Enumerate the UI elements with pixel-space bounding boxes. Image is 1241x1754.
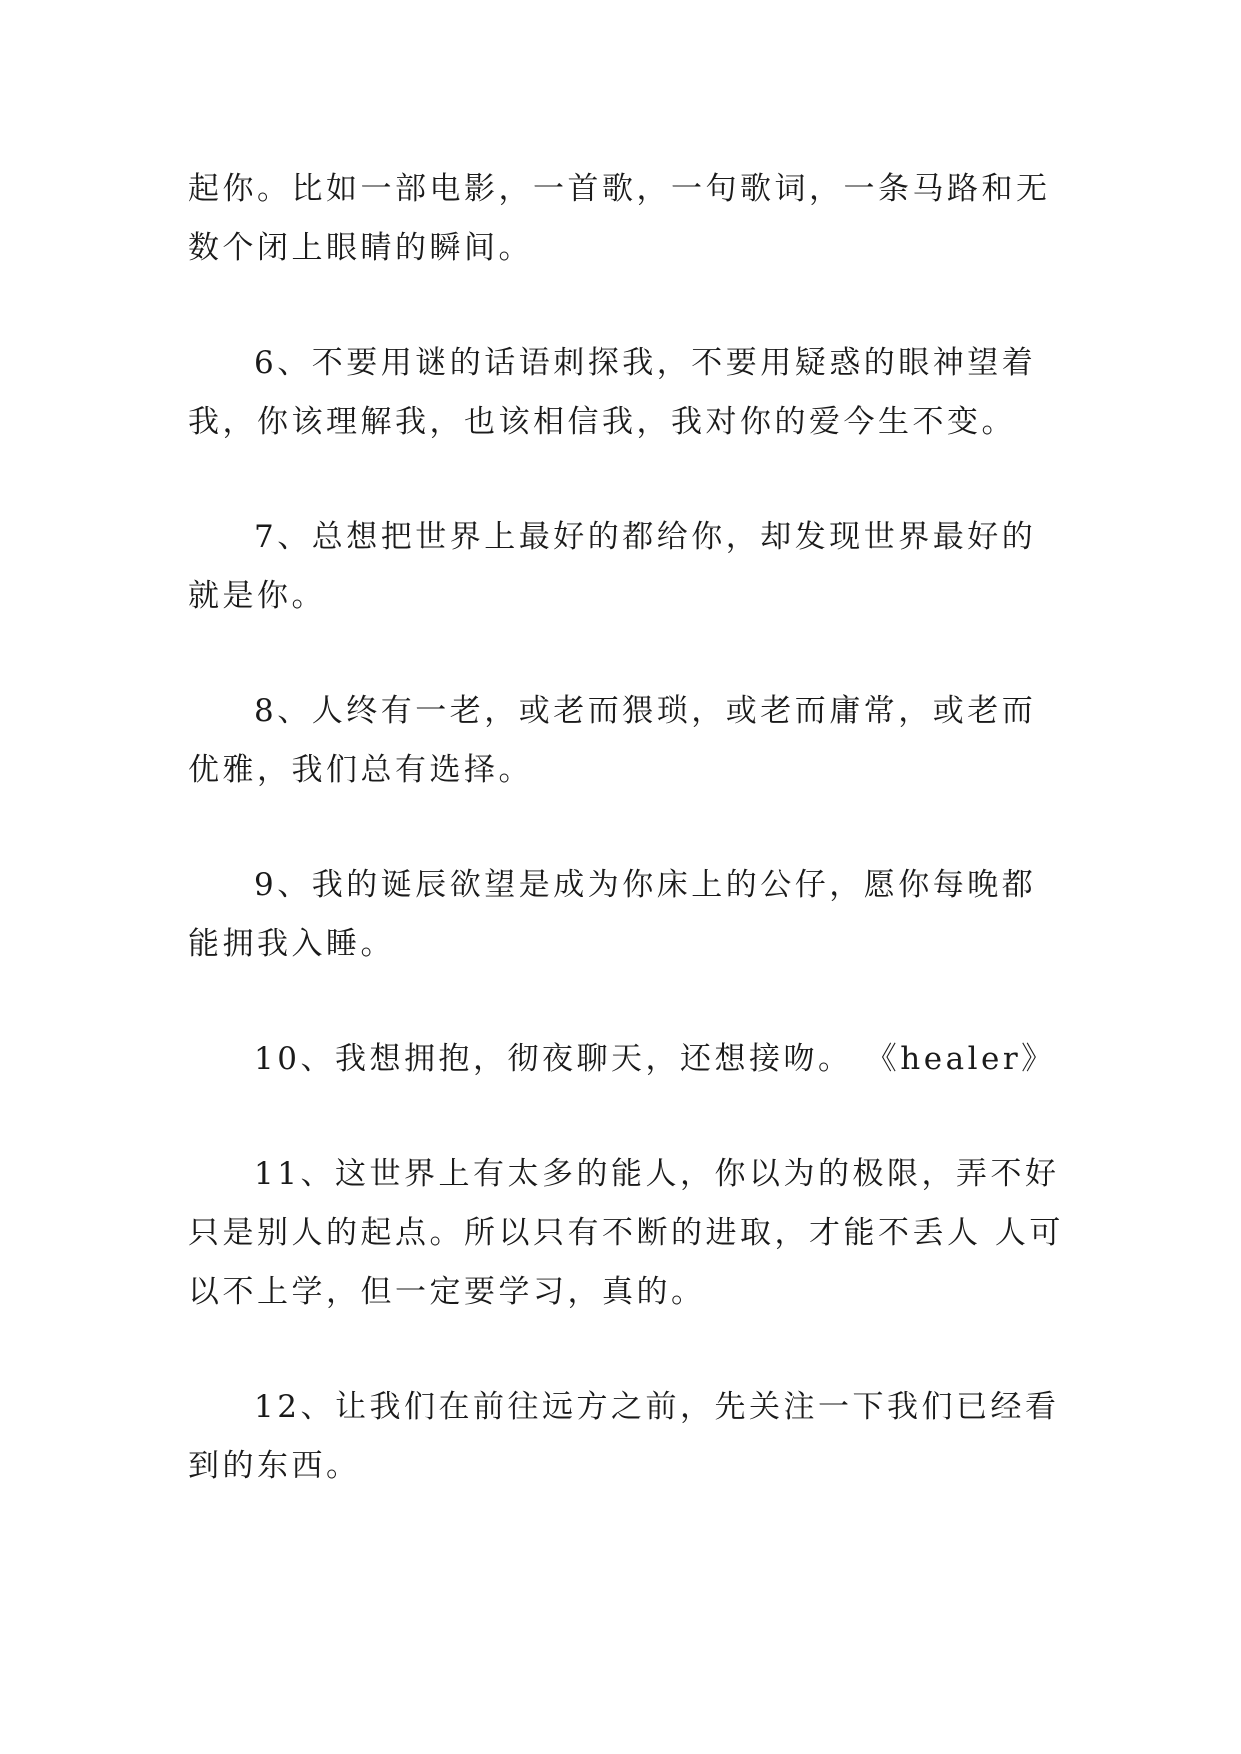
paragraph-7: 7、总想把世界上最好的都给你，却发现世界最好的就是你。 (188, 519, 1037, 614)
paragraph-11: 11、这世界上有太多的能人，你以为的极限，弄不好只是别人的起点。所以只有不断的进取，才能不丢人 人可以不上学，但一定要学习，真的。 (188, 1156, 1064, 1310)
paragraph-continued: 起你。比如一部电影，一首歌，一句歌词，一条马路和无数个闭上眼睛的瞬间。 (188, 171, 1051, 266)
paragraph-12: 12、让我们在前往远方之前，先关注一下我们已经看到的东西。 (188, 1389, 1060, 1484)
paragraph-8: 8、人终有一老，或老而猥琐，或老而庸常，或老而优雅，我们总有选择。 (188, 693, 1037, 788)
paragraph-9: 9、我的诞辰欲望是成为你床上的公仔，愿你每晚都能拥我入睡。 (188, 867, 1037, 962)
paragraph-6: 6、不要用谜的话语刺探我，不要用疑惑的眼神望着我，你该理解我，也该相信我，我对你的爱今生不变。 (188, 345, 1037, 440)
paragraph-10: 10、我想拥抱，彻夜聊天，还想接吻。 《healer》 (254, 1041, 1056, 1077)
document-body (188, 160, 1068, 1552)
